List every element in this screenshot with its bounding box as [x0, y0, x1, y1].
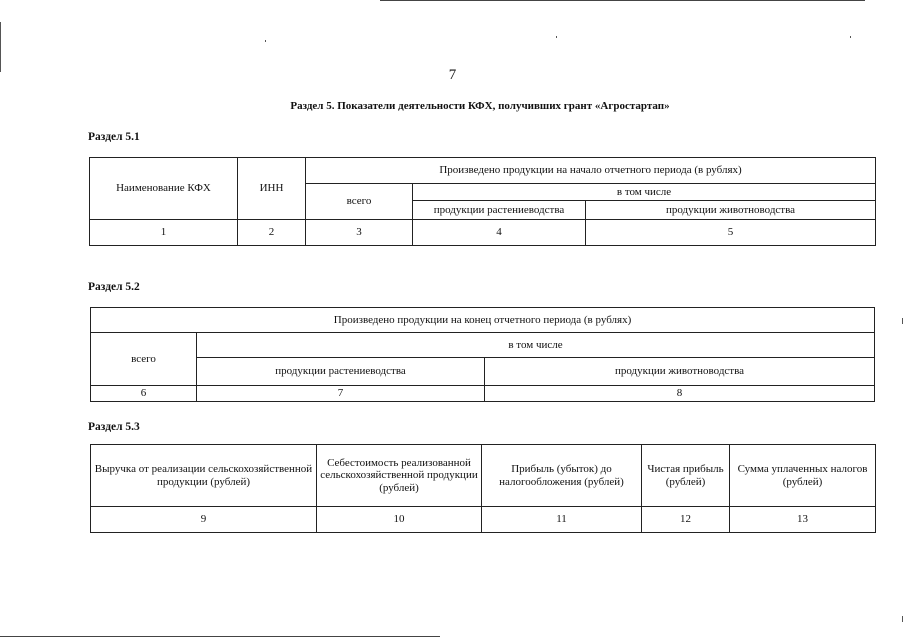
scan-speck	[902, 616, 903, 622]
column-number: 2	[238, 220, 306, 246]
header-revenue: Выручка от реализации сельскохозяйственной продукции (рублей)	[91, 445, 317, 507]
column-number: 10	[317, 507, 482, 533]
header-including: в том числе	[413, 184, 876, 201]
column-number: 3	[306, 220, 413, 246]
scan-artifact-top-line	[380, 0, 865, 1]
column-number: 5	[586, 220, 876, 246]
section-5-3-label: Раздел 5.3	[88, 421, 140, 433]
section-5-3-table	[90, 444, 876, 533]
column-number: 13	[730, 507, 876, 533]
document-title: Раздел 5. Показатели деятельности КФХ, получивших грант «Агростартап»	[290, 100, 670, 112]
column-number: 11	[482, 507, 642, 533]
header-taxes-paid: Сумма уплаченных налогов (рублей)	[730, 445, 876, 507]
scan-speck	[556, 36, 557, 38]
scan-speck	[265, 40, 266, 42]
header-total: всего	[306, 184, 413, 220]
header-farm-name: Наименование КФХ	[90, 158, 238, 220]
header-cost: Себестоимость реализованной сельскохозяйственной продукции (рублей)	[317, 445, 482, 507]
column-number: 4	[413, 220, 586, 246]
header-inn: ИНН	[238, 158, 306, 220]
header-produced-start: Произведено продукции на начало отчетного периода (в рублях)	[306, 158, 876, 184]
column-number: 12	[642, 507, 730, 533]
column-number: 9	[91, 507, 317, 533]
header-livestock-products: продукции животноводства	[485, 358, 875, 386]
scan-artifact-bottom-line	[0, 636, 440, 637]
section-5-2-label: Раздел 5.2	[88, 281, 140, 293]
header-total: всего	[91, 333, 197, 386]
header-livestock-products: продукции животноводства	[586, 201, 876, 220]
header-produced-end: Произведено продукции на конец отчетного периода (в рублях)	[91, 308, 875, 333]
scan-speck	[850, 36, 851, 38]
section-5-1-table	[89, 157, 876, 246]
header-crop-products: продукции растениеводства	[197, 358, 485, 386]
header-including: в том числе	[197, 333, 875, 358]
section-5-2-table	[90, 307, 875, 402]
column-number: 1	[90, 220, 238, 246]
header-crop-products: продукции растениеводства	[413, 201, 586, 220]
header-net-profit: Чистая прибыль (рублей)	[642, 445, 730, 507]
column-number: 7	[197, 386, 485, 402]
column-number: 8	[485, 386, 875, 402]
header-profit-before-tax: Прибыль (убыток) до налогообложения (рублей)	[482, 445, 642, 507]
scan-artifact-left-edge	[0, 22, 1, 72]
column-number: 6	[91, 386, 197, 402]
page-number: 7	[448, 67, 457, 83]
section-5-1-label: Раздел 5.1	[88, 131, 140, 143]
scan-speck	[902, 318, 903, 324]
